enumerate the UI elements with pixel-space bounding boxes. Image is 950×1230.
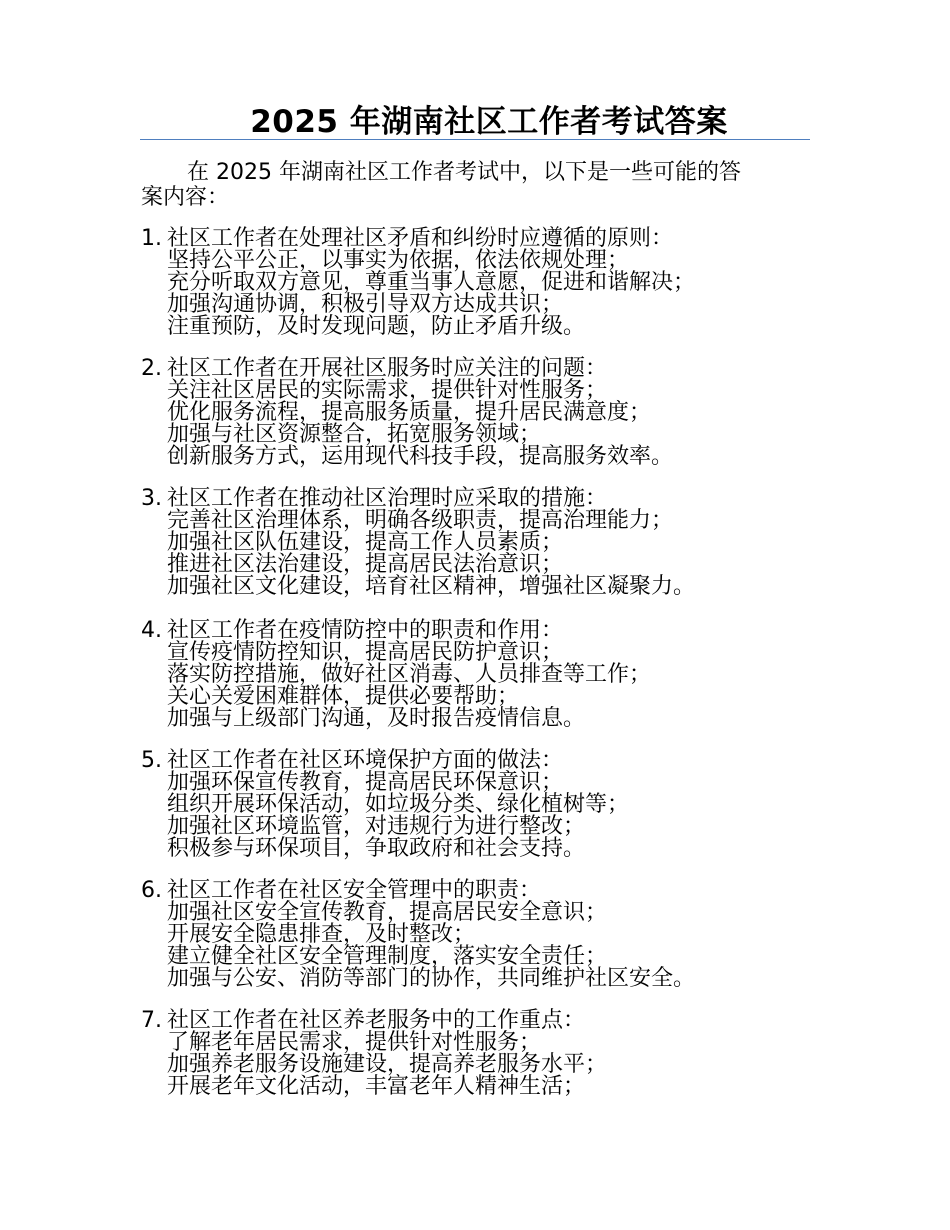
list-item: 加强与上级部门沟通，及时报告疫情信息。 [167, 706, 586, 731]
section-5 [141, 750, 801, 860]
list-item: 加强社区环境监管，对违规行为进行整改； [167, 814, 586, 839]
list-item: 充分听取双方意见，尊重当事人意愿，促进和谐解决； [167, 270, 696, 295]
intro-line: 在 2025 年湖南社区工作者考试中，以下是一些可能的答 [187, 160, 741, 185]
list-item: 积极参与环保项目，争取政府和社会支持。 [167, 836, 586, 861]
title-underline [140, 139, 810, 140]
list-item: 加强社区安全宣传教育，提高居民安全意识； [167, 900, 608, 925]
document-title: 2025 年湖南社区工作者考试答案 [250, 104, 728, 140]
list-item: 加强环保宣传教育，提高居民环保意识； [167, 770, 564, 795]
section-number: 1. [141, 226, 162, 251]
list-item: 关注社区居民的实际需求，提供针对性服务； [167, 378, 608, 403]
section-heading: 社区工作者在社区安全管理中的职责： [167, 878, 542, 903]
section-heading: 社区工作者在处理社区矛盾和纠纷时应遵循的原则： [167, 226, 674, 251]
list-item: 开展老年文化活动，丰富老年人精神生活； [167, 1074, 586, 1099]
section-heading: 社区工作者在社区养老服务中的工作重点： [167, 1008, 586, 1033]
section-number: 5. [141, 748, 162, 773]
list-item: 开展安全隐患排查，及时整改； [167, 922, 476, 947]
list-item: 创新服务方式，运用现代科技手段，提高服务效率。 [167, 444, 674, 469]
section-heading: 社区工作者在开展社区服务时应关注的问题： [167, 356, 608, 381]
list-item: 加强与公安、消防等部门的协作，共同维护社区安全。 [167, 966, 696, 991]
list-item: 建立健全社区安全管理制度，落实安全责任； [167, 944, 608, 969]
intro-paragraph [141, 160, 811, 210]
section-number: 2. [141, 356, 162, 381]
section-4 [141, 620, 801, 730]
list-item: 加强社区文化建设，培育社区精神，增强社区凝聚力。 [167, 574, 696, 599]
section-6 [141, 880, 801, 990]
list-item: 推进社区法治建设，提高居民法治意识； [167, 552, 564, 577]
section-heading: 社区工作者在推动社区治理时应采取的措施： [167, 486, 608, 511]
list-item: 坚持公平公正，以事实为依据，依法依规处理； [167, 248, 630, 273]
list-item: 关心关爱困难群体，提供必要帮助； [167, 684, 520, 709]
intro-line: 案内容： [141, 185, 230, 210]
list-item: 组织开展环保活动，如垃圾分类、绿化植树等； [167, 792, 630, 817]
section-2 [141, 358, 801, 468]
section-number: 3. [141, 486, 162, 511]
list-item: 加强沟通协调，积极引导双方达成共识； [167, 292, 564, 317]
list-item: 落实防控措施，做好社区消毒、人员排查等工作； [167, 662, 652, 687]
list-item: 加强社区队伍建设，提高工作人员素质； [167, 530, 564, 555]
section-number: 4. [141, 618, 162, 643]
section-heading: 社区工作者在社区环境保护方面的做法： [167, 748, 564, 773]
section-3 [141, 488, 801, 598]
section-heading: 社区工作者在疫情防控中的职责和作用： [167, 618, 564, 643]
list-item: 加强与社区资源整合，拓宽服务领域； [167, 422, 542, 447]
section-1 [141, 228, 801, 338]
list-item: 了解老年居民需求，提供针对性服务； [167, 1030, 542, 1055]
section-7 [141, 1010, 801, 1098]
list-item: 完善社区治理体系，明确各级职责，提高治理能力； [167, 508, 674, 533]
section-number: 7. [141, 1008, 162, 1033]
section-number: 6. [141, 878, 162, 903]
list-item: 加强养老服务设施建设，提高养老服务水平； [167, 1052, 608, 1077]
list-item: 优化服务流程，提高服务质量，提升居民满意度； [167, 400, 652, 425]
list-item: 注重预防，及时发现问题，防止矛盾升级。 [167, 314, 586, 339]
list-item: 宣传疫情防控知识，提高居民防护意识； [167, 640, 564, 665]
